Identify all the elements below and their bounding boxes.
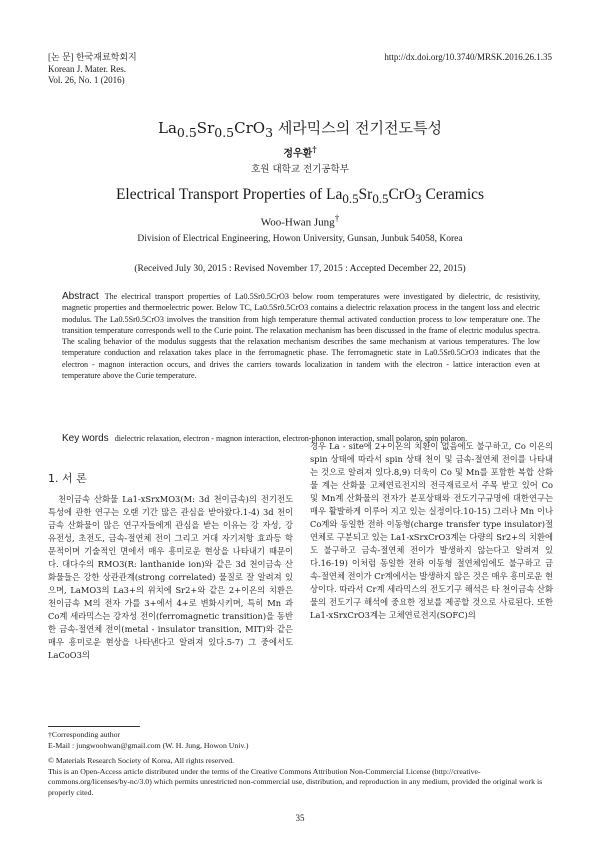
journal-header	[48, 52, 137, 87]
keywords-label: Key words	[62, 433, 109, 444]
korean-affiliation: 호원 대학교 전기공학부	[251, 164, 349, 175]
copyright-notice: © Materials Research Society of Korea, All rights reserved.	[48, 756, 235, 765]
doi-link[interactable]: http://dx.doi.org/10.3740/MRSK.2016.26.1.35	[384, 52, 552, 62]
formula-la: La	[158, 119, 177, 137]
abstract-block	[62, 291, 540, 381]
english-author	[0, 213, 600, 229]
dagger-mark: †	[312, 144, 317, 154]
section-heading	[48, 470, 87, 486]
abstract-text: The electrical transport properties of La0.5Sr0.5CrO3 below room temperatures were investigated by dielectric, dc resistivity, magnetic properties and thermoelectric power. Below TC, La0.5Sr0.5CrO3 contains a dielectric relaxation process in the tangent loss and electric modulus. The La0.5Sr0.5CrO3 involves the transition from high temperature thermal activated conduction process to low temperature one. The transition temperature corresponds well to the Curie point. The relaxation mechanism has been discussed in the frame of electric modulus spectra. The scaling behavior of the modulus suggests that the relaxation mechanism describes the same mechanism at various temperatures. The low temperature conduction and relaxation takes place in the ferromagnetic phase. The ferromagnetic state in La0.5Sr0.5CrO3 indicates that the electron - magnon interaction occurs, and drives the carriers towards localization in tandem with the electron - lattice interaction even at temperature above the Curie temperature.	[62, 292, 540, 381]
en-formula-sr-sub: 0.5	[372, 191, 389, 207]
footnote-rule	[48, 726, 140, 727]
section-title: 서 론	[62, 472, 87, 485]
body-column-right	[310, 440, 553, 710]
korean-author	[0, 144, 600, 159]
formula-sr-sub: 0.5	[214, 125, 235, 140]
body-paragraph-left: 천이금속 산화물 La1-xSrxMO3(M: 3d 천이금속)의 전기전도특성에 관한 연구는 오랜 기간 많은 관심을 받아왔다.1-4) 3d 천이 금속 산화물이 많은 연구자들에게 관심을 받는 이유는 강 자성, 강 유전성, 초전도, 금속-절연체 전이 그리고 거대 자기저항 효과등 학문적이며 기술적인 면에서 매우 흥미로운 현상을 나타내기 때문이다. 대다수의 RMO3(R: lanthanide ion)와 같은 3d 천이금속 산화물들은 강한 상관관계(strong correlated) 물질로 잘 알려져 있으며, LaMO3의 La3+의 위치에 Sr2+와 같은 2+이온의 치환은 천이금속 M의 전자 가를 3+에서 4+로 변화시키며, 특히 Mn 과 Co계 세라믹스는 강자성 전이(ferromagnetic transition)을 동반한 금속-절연체 전이(metal - insulator transition, MIT)와 같은 매우 흥미로운 현상을 나타낸다고 알려져 있다.5-7) 그 중에서도 LaCoO3의	[48, 494, 293, 660]
keywords-text: dielectric relaxation, electron - magnon interaction, electron-phonon interaction, small polaron, spin polaron.	[114, 434, 468, 443]
english-title-suffix: Ceramics	[421, 186, 485, 203]
english-author-name: Woo-Hwan Jung	[260, 216, 335, 229]
journal-name-english: Korean J. Mater. Res.	[48, 63, 126, 74]
abstract-label: Abstract	[62, 291, 99, 302]
english-affiliation: Division of Electrical Engineering, Howon University, Gunsan, Junbuk 54058, Korea	[137, 234, 463, 244]
footnote-block	[48, 730, 553, 798]
formula-la-sub: 0.5	[176, 125, 197, 140]
en-formula-sr: Sr	[358, 186, 373, 203]
page-number: 35	[295, 813, 305, 823]
received-dates: (Received July 30, 2015 : Revised November 17, 2015 : Accepted December 22, 2015)	[134, 264, 466, 274]
formula-cr: CrO	[234, 119, 266, 137]
formula-cr-sub: 3	[265, 125, 274, 140]
en-formula-la-sub: 0.5	[342, 191, 359, 207]
author-email[interactable]: E-Mail : jungwoohwan@gmail.com (W. H. Jung, Howon Univ.)	[48, 740, 249, 750]
body-paragraph-right: 경우 La - site에 2+이온의 치환이 없음에도 불구하고, Co 이온의 spin 상태에 따라서 spin 상태 천이 및 금속-절연체 전이를 나타내는 것으로 알려져 있다.8,9) 더욱이 Co 및 Mn를 포함한 복합 산화물 계는 산화물 고체연료전지의 전극재료로서 주목 받고 있어 Co 및 Mn계 산화물의 전자가 분포상태와 전도기구규명에 대한연구는 매우 활발하게 이루어 지고 있는 실정이다.10-15) 그러나 Mn 이나 Co계와 동일한 전하 이동형(charge transfer type insulator)절연체로 구분되고 있는 La1-xSrxCrO3계는 다량의 Sr2+의 치환에도 불구하고 금속-절연체 전이가 발생하지 않는다고 알려져 있다.16-19) 이처럼 동일한 전하 이동형 절연체임에도 불구하고 금속-절연체 전이가 Cr계에서는 발생하지 않은 것은 매우 흥미로운 현상이다. 따라서 Cr계 세라믹스의 전도기구 해석은 타 천이금속 산화물의 전도기구 해석에 중요한 정보를 제공할 것으로 사료된다. 또한 La1-xSrxCrO3계는 고체연료전지(SOFC)의	[310, 441, 553, 620]
en-formula-cr-sub: 3	[415, 191, 422, 207]
en-formula-cr: CrO	[388, 186, 416, 203]
corresponding-author: †Corresponding author	[48, 730, 121, 739]
license-notice: This is an Open-Access article distributed under the terms of the Creative Commons Attribution Non-Commercial License (http://creative-commons.org/licenses/by-nc/3.0) which permits unrestricted non-commercial use, distribution, and reproduction in any medium, provided the original work is properly cited.	[48, 766, 543, 797]
journal-name-korean: [논 문] 한국재료학회지	[48, 52, 137, 62]
english-title	[0, 186, 600, 207]
korean-title-text: 세라믹스의 전기전도특성	[273, 119, 442, 137]
journal-volume: Vol. 26, No. 1 (2016)	[48, 75, 125, 85]
english-title-prefix: Electrical Transport Properties of	[115, 186, 327, 203]
korean-author-name: 정우환	[283, 148, 313, 160]
en-dagger-mark: †	[334, 213, 340, 223]
formula-sr: Sr	[196, 119, 215, 137]
en-formula-la: La	[326, 186, 343, 203]
section-number: 1.	[48, 472, 62, 485]
body-column-left	[48, 493, 293, 703]
korean-title	[0, 117, 600, 140]
